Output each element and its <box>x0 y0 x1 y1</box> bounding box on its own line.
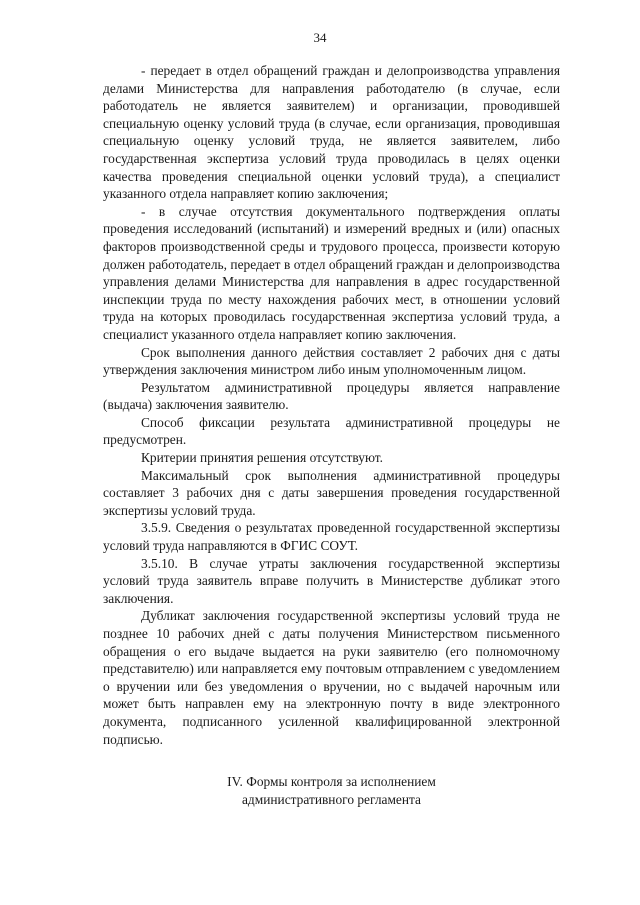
paragraph: Срок выполнения данного действия составляет 2 рабочих дня с даты утверждения заключения министром либо иным уполномоченным лицом. <box>103 344 560 378</box>
paragraph: Способ фиксации результата административной процедуры не предусмотрен. <box>103 414 560 448</box>
document-body <box>103 62 560 809</box>
paragraph: 3.5.10. В случае утраты заключения государственной экспертизы условий труда заявитель вправе получить в Министерстве дубликат этого заключения. <box>103 555 560 606</box>
paragraph: Результатом административной процедуры является направление (выдача) заключения заявителю. <box>103 379 560 413</box>
paragraph: Дубликат заключения государственной экспертизы условий труда не позднее 10 рабочих дней с даты получения Министерством письменного обращения о его выдаче выдается на руки заявителю (его полномочному представителю) или направляется ему почтовым отправлением с уведомлением о вручении или без уведомления о вручении, но с выдачей нарочным или может быть направлен ему на электронную почту в виде электронного документа, подписанного усиленной квалифицированной электронной подписью. <box>103 608 560 747</box>
paragraph: Критерии принятия решения отсутствуют. <box>141 450 383 466</box>
section-heading <box>103 773 560 809</box>
section-heading-line: административного регламента <box>241 792 421 808</box>
paragraph: - в случае отсутствия документального подтверждения оплаты проведения исследований (испытаний) и измерений вредных и (или) опасных факторов производственной среды и трудового процесса, произвести которую должен работодатель, передает в отдел обращений граждан и делопроизводства управления делами Министерства для направления в адрес государственной инспекции труда по месту нахождения рабочих мест, в отношении условий труда на которых проводилась государственная экспертиза условий труда, а специалист указанного отдела направляет копию заключения. <box>103 203 560 342</box>
section-heading-line: IV. Формы контроля за исполнением <box>227 774 436 790</box>
paragraph: - передает в отдел обращений граждан и делопроизводства управления делами Министерства для направления работодателю (в случае, если работодатель не является заявителем) и организации, проводившей специальную оценку условий труда (в случае, если организация, проводившая специальную оценку условий труда, не является заявителем, либо государственная экспертиза условий труда проводилась в целях оценки качества проведения специальной оценки условий труда), а специалист указанного отдела направляет копию заключения; <box>103 63 560 202</box>
page-number: 34 <box>313 30 327 45</box>
paragraph: Максимальный срок выполнения административной процедуры составляет 3 рабочих дня с даты завершения проведения государственной экспертизы условий труда. <box>103 467 560 518</box>
paragraph: 3.5.9. Сведения о результатах проведенной государственной экспертизы условий труда направляются в ФГИС СОУТ. <box>103 520 560 554</box>
